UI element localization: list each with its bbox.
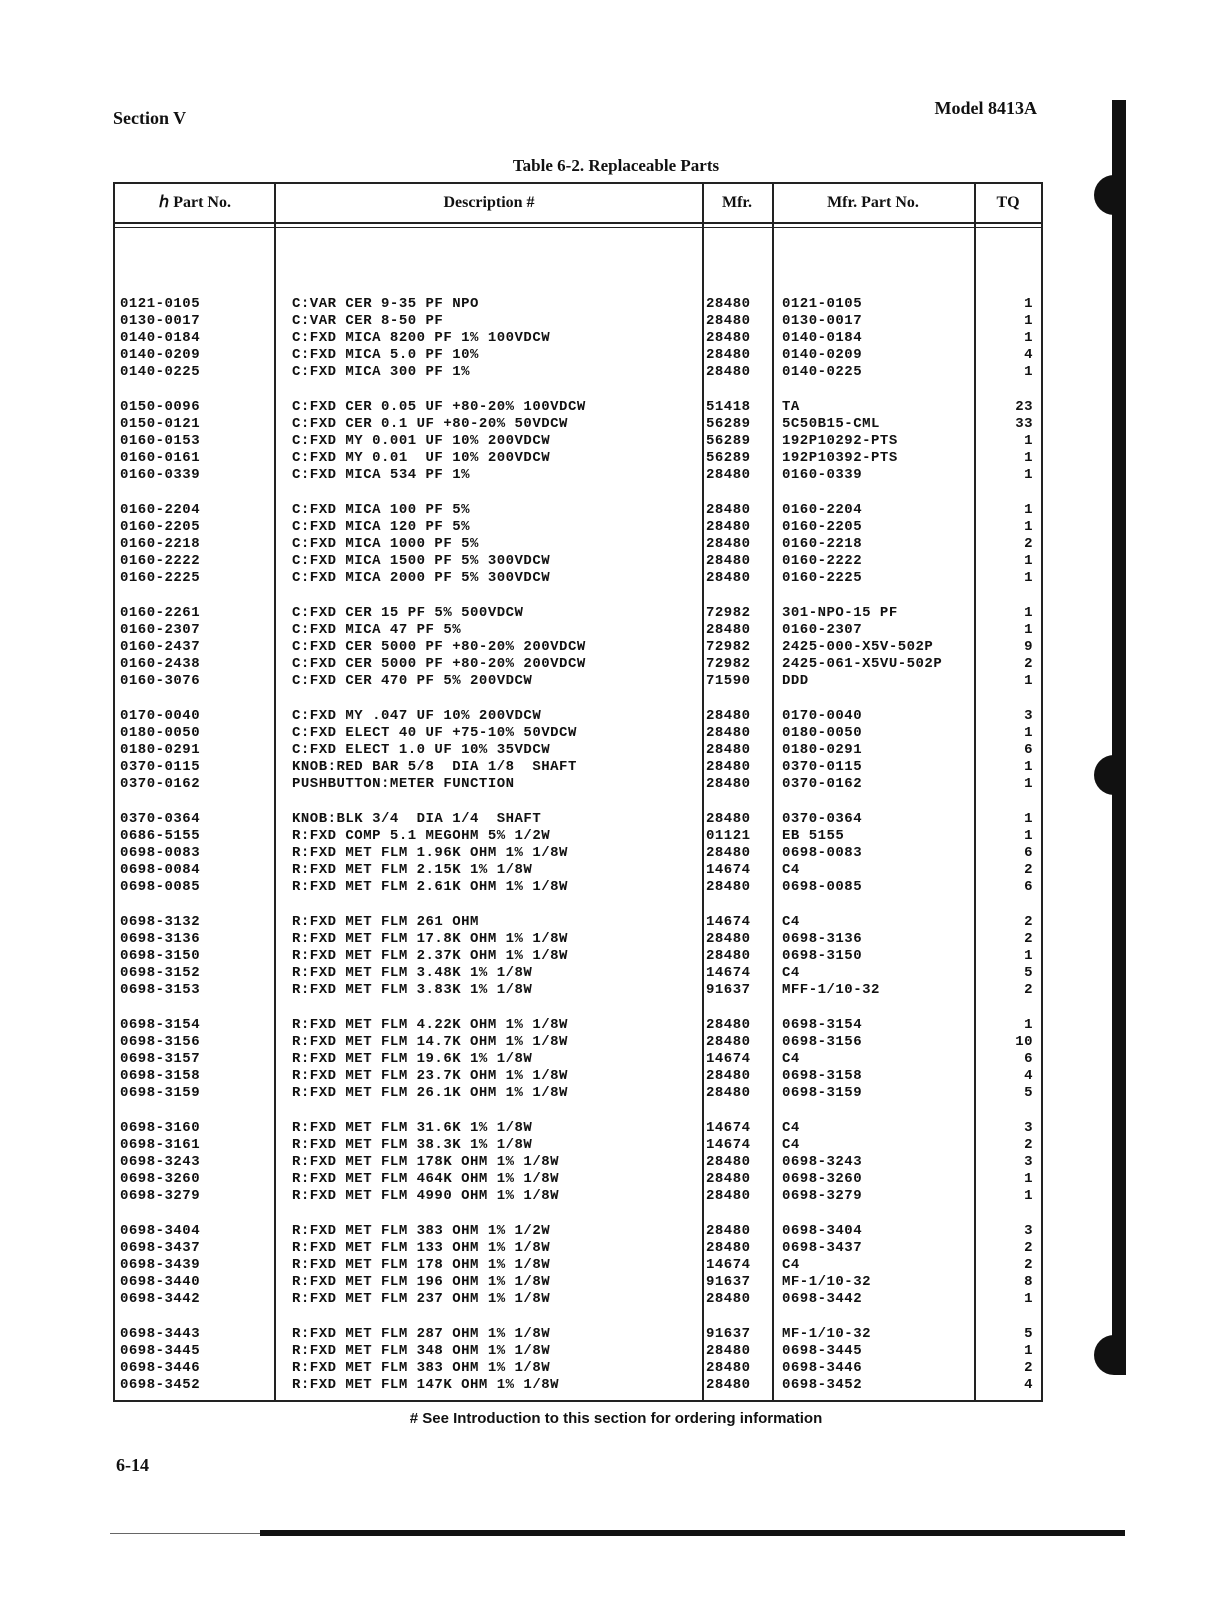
part-no-cell: 0698-3437: [120, 1240, 201, 1256]
tq-cell: 2: [1024, 536, 1033, 552]
mfr-part-no-cell: C4: [782, 914, 800, 930]
mfr-part-no-cell: 0698-3445: [782, 1343, 863, 1359]
description-cell: C:FXD MICA 300 PF 1%: [292, 364, 471, 380]
mfr-part-no-cell: C4: [782, 1137, 800, 1153]
part-no-cell: 0698-3404: [120, 1223, 201, 1239]
table-caption: Table 6-2. Replaceable Parts: [512, 156, 720, 175]
mfr-cell: 91637: [706, 982, 751, 998]
tq-cell: 4: [1024, 347, 1033, 363]
description-cell: R:FXD MET FLM 2.15K 1% 1/8W: [292, 862, 533, 878]
description-cell: C:FXD CER 5000 PF +80-20% 200VDCW: [292, 639, 586, 655]
binding-edge: [1112, 100, 1126, 1350]
mfr-cell: 28480: [706, 1034, 751, 1050]
punch-hole: [1094, 1335, 1126, 1375]
tq-cell: 5: [1024, 965, 1033, 981]
mfr-cell: 71590: [706, 673, 751, 689]
description-cell: C:FXD MICA 8200 PF 1% 100VDCW: [292, 330, 551, 346]
page-number: 6-14: [116, 1455, 149, 1475]
description-cell: R:FXD MET FLM 3.48K 1% 1/8W: [292, 965, 533, 981]
tq-cell: 5: [1024, 1085, 1033, 1101]
mfr-cell: 28480: [706, 742, 751, 758]
description-cell: R:FXD MET FLM 31.6K 1% 1/8W: [292, 1120, 533, 1136]
description-cell: R:FXD MET FLM 147K OHM 1% 1/8W: [292, 1377, 560, 1393]
mfr-part-no-cell: 0160-2204: [782, 502, 863, 518]
description-cell: C:FXD MICA 5.0 PF 10%: [292, 347, 479, 363]
part-no-cell: 0160-0339: [120, 467, 201, 483]
mfr-cell: 14674: [706, 1051, 751, 1067]
mfr-cell: 28480: [706, 725, 751, 741]
description-cell: C:FXD CER 0.1 UF +80-20% 50VDCW: [292, 416, 568, 432]
col-divider-2: [702, 182, 704, 1402]
mfr-cell: 14674: [706, 1137, 751, 1153]
col-header-mfr: Mfr.: [721, 194, 753, 211]
mfr-part-no-cell: 0370-0364: [782, 811, 863, 827]
mfr-cell: 28480: [706, 1377, 751, 1393]
part-no-cell: 0686-5155: [120, 828, 201, 844]
tq-cell: 2: [1024, 1137, 1033, 1153]
part-no-cell: 0140-0225: [120, 364, 201, 380]
mfr-part-no-cell: 0698-3159: [782, 1085, 863, 1101]
description-cell: C:FXD CER 5000 PF +80-20% 200VDCW: [292, 656, 586, 672]
mfr-cell: 28480: [706, 1154, 751, 1170]
mfr-part-no-cell: 301-NPO-15 PF: [782, 605, 898, 621]
mfr-part-no-cell: 0160-2222: [782, 553, 863, 569]
description-cell: C:FXD MICA 47 PF 5%: [292, 622, 462, 638]
tq-cell: 1: [1024, 553, 1033, 569]
mfr-part-no-cell: 5C50B15-CML: [782, 416, 880, 432]
part-no-cell: 0698-3132: [120, 914, 201, 930]
mfr-cell: 28480: [706, 1188, 751, 1204]
tq-cell: 1: [1024, 433, 1033, 449]
part-no-cell: 0140-0209: [120, 347, 201, 363]
mfr-cell: 28480: [706, 502, 751, 518]
tq-cell: 4: [1024, 1377, 1033, 1393]
tq-cell: 1: [1024, 776, 1033, 792]
tq-cell: 10: [1015, 1034, 1033, 1050]
description-cell: C:FXD MICA 100 PF 5%: [292, 502, 471, 518]
description-cell: R:FXD MET FLM 287 OHM 1% 1/8W: [292, 1326, 551, 1342]
part-no-cell: 0698-3442: [120, 1291, 201, 1307]
mfr-cell: 14674: [706, 862, 751, 878]
part-no-cell: 0140-0184: [120, 330, 201, 346]
part-no-cell: 0698-3452: [120, 1377, 201, 1393]
col-header-part-no: ℎ Part No.: [159, 194, 231, 211]
mfr-cell: 28480: [706, 776, 751, 792]
tq-cell: 1: [1024, 1017, 1033, 1033]
tq-cell: 2: [1024, 931, 1033, 947]
part-no-cell: 0698-3159: [120, 1085, 201, 1101]
tq-cell: 2: [1024, 1257, 1033, 1273]
description-cell: R:FXD MET FLM 3.83K 1% 1/8W: [292, 982, 533, 998]
mfr-part-no-cell: C4: [782, 965, 800, 981]
tq-cell: 1: [1024, 364, 1033, 380]
part-no-cell: 0160-2437: [120, 639, 201, 655]
mfr-cell: 28480: [706, 708, 751, 724]
mfr-cell: 28480: [706, 1223, 751, 1239]
footnote: # See Introduction to this section for ordering information: [409, 1410, 823, 1427]
description-cell: R:FXD MET FLM 38.3K 1% 1/8W: [292, 1137, 533, 1153]
description-cell: R:FXD MET FLM 2.37K OHM 1% 1/8W: [292, 948, 568, 964]
part-no-cell: 0698-3243: [120, 1154, 201, 1170]
mfr-part-no-cell: 2425-000-X5V-502P: [782, 639, 934, 655]
tq-cell: 1: [1024, 673, 1033, 689]
mfr-cell: 28480: [706, 622, 751, 638]
mfr-part-no-cell: 0370-0115: [782, 759, 863, 775]
part-no-cell: 0698-3154: [120, 1017, 201, 1033]
mfr-part-no-cell: 0698-3260: [782, 1171, 863, 1187]
tq-cell: 2: [1024, 1360, 1033, 1376]
mfr-cell: 28480: [706, 519, 751, 535]
col-header-description: Description #: [443, 194, 535, 211]
tq-cell: 23: [1015, 399, 1033, 415]
tq-cell: 6: [1024, 742, 1033, 758]
mfr-cell: 72982: [706, 639, 751, 655]
tq-cell: 1: [1024, 519, 1033, 535]
part-no-cell: 0698-0083: [120, 845, 201, 861]
mfr-part-no-cell: 0698-3156: [782, 1034, 863, 1050]
mfr-cell: 28480: [706, 879, 751, 895]
mfr-cell: 28480: [706, 1017, 751, 1033]
mfr-cell: 28480: [706, 1343, 751, 1359]
description-cell: R:FXD MET FLM 348 OHM 1% 1/8W: [292, 1343, 551, 1359]
description-cell: R:FXD MET FLM 196 OHM 1% 1/8W: [292, 1274, 551, 1290]
mfr-part-no-cell: 0698-3136: [782, 931, 863, 947]
mfr-cell: 28480: [706, 1085, 751, 1101]
part-no-cell: 0170-0040: [120, 708, 201, 724]
description-cell: C:FXD ELECT 1.0 UF 10% 35VDCW: [292, 742, 551, 758]
tq-cell: 2: [1024, 1240, 1033, 1256]
mfr-part-no-cell: MFF-1/10-32: [782, 982, 880, 998]
part-no-cell: 0160-3076: [120, 673, 201, 689]
tq-cell: 33: [1015, 416, 1033, 432]
section-label: Section V: [113, 108, 187, 128]
description-cell: KNOB:BLK 3/4 DIA 1/4 SHAFT: [292, 811, 542, 827]
part-no-cell: 0160-2225: [120, 570, 201, 586]
mfr-part-no-cell: EB 5155: [782, 828, 845, 844]
mfr-part-no-cell: 0140-0209: [782, 347, 863, 363]
mfr-cell: 28480: [706, 313, 751, 329]
part-no-cell: 0698-3152: [120, 965, 201, 981]
mfr-part-no-cell: TA: [782, 399, 800, 415]
part-no-cell: 0160-2438: [120, 656, 201, 672]
mfr-part-no-cell: 2425-061-X5VU-502P: [782, 656, 943, 672]
tq-cell: 1: [1024, 1188, 1033, 1204]
description-cell: C:FXD MICA 2000 PF 5% 300VDCW: [292, 570, 551, 586]
part-no-cell: 0698-3443: [120, 1326, 201, 1342]
part-no-cell: 0160-2261: [120, 605, 201, 621]
mfr-cell: 28480: [706, 845, 751, 861]
tq-cell: 1: [1024, 1343, 1033, 1359]
part-no-cell: 0160-0153: [120, 433, 201, 449]
part-no-cell: 0698-3445: [120, 1343, 201, 1359]
mfr-part-no-cell: 0160-0339: [782, 467, 863, 483]
description-cell: R:FXD MET FLM 17.8K OHM 1% 1/8W: [292, 931, 568, 947]
tq-cell: 1: [1024, 450, 1033, 466]
description-cell: R:FXD MET FLM 26.1K OHM 1% 1/8W: [292, 1085, 568, 1101]
description-cell: R:FXD MET FLM 383 OHM 1% 1/2W: [292, 1223, 551, 1239]
mfr-part-no-cell: 0121-0105: [782, 296, 863, 312]
mfr-cell: 14674: [706, 1257, 751, 1273]
tq-cell: 6: [1024, 845, 1033, 861]
tq-cell: 1: [1024, 811, 1033, 827]
tq-cell: 1: [1024, 1171, 1033, 1187]
mfr-part-no-cell: 0370-0162: [782, 776, 863, 792]
description-cell: R:FXD COMP 5.1 MEGOHM 5% 1/2W: [292, 828, 551, 844]
description-cell: C:VAR CER 9-35 PF NPO: [292, 296, 479, 312]
tq-cell: 1: [1024, 502, 1033, 518]
description-cell: C:FXD CER 15 PF 5% 500VDCW: [292, 605, 524, 621]
mfr-part-no-cell: C4: [782, 1120, 800, 1136]
description-cell: C:FXD MY 0.01 UF 10% 200VDCW: [292, 450, 551, 466]
col-header-mfr-part-no: Mfr. Part No.: [827, 194, 919, 211]
mfr-part-no-cell: 0698-3154: [782, 1017, 863, 1033]
description-cell: R:FXD MET FLM 23.7K OHM 1% 1/8W: [292, 1068, 568, 1084]
tq-cell: 1: [1024, 330, 1033, 346]
tq-cell: 1: [1024, 759, 1033, 775]
mfr-part-no-cell: 0180-0050: [782, 725, 863, 741]
mfr-cell: 28480: [706, 570, 751, 586]
mfr-part-no-cell: C4: [782, 1257, 800, 1273]
bottom-rule: [260, 1530, 1125, 1536]
mfr-part-no-cell: 0698-3452: [782, 1377, 863, 1393]
part-no-cell: 0698-3136: [120, 931, 201, 947]
mfr-part-no-cell: MF-1/10-32: [782, 1326, 872, 1342]
mfr-part-no-cell: 0180-0291: [782, 742, 863, 758]
mfr-cell: 28480: [706, 1360, 751, 1376]
description-cell: C:FXD MICA 534 PF 1%: [292, 467, 471, 483]
mfr-cell: 56289: [706, 450, 751, 466]
mfr-cell: 28480: [706, 1291, 751, 1307]
mfr-cell: 28480: [706, 364, 751, 380]
mfr-cell: 28480: [706, 330, 751, 346]
tq-cell: 6: [1024, 879, 1033, 895]
mfr-part-no-cell: 0698-3150: [782, 948, 863, 964]
mfr-part-no-cell: 0170-0040: [782, 708, 863, 724]
mfr-part-no-cell: C4: [782, 862, 800, 878]
description-cell: C:FXD MY 0.001 UF 10% 200VDCW: [292, 433, 551, 449]
mfr-cell: 56289: [706, 433, 751, 449]
mfr-cell: 28480: [706, 296, 751, 312]
part-no-cell: 0698-3150: [120, 948, 201, 964]
description-cell: R:FXD MET FLM 2.61K OHM 1% 1/8W: [292, 879, 568, 895]
mfr-cell: 28480: [706, 1068, 751, 1084]
description-cell: C:FXD ELECT 40 UF +75-10% 50VDCW: [292, 725, 577, 741]
mfr-cell: 14674: [706, 914, 751, 930]
header-rule: [113, 222, 1043, 224]
mfr-part-no-cell: 0140-0184: [782, 330, 863, 346]
mfr-cell: 28480: [706, 948, 751, 964]
tq-cell: 3: [1024, 1223, 1033, 1239]
part-no-cell: 0160-2307: [120, 622, 201, 638]
tq-cell: 9: [1024, 639, 1033, 655]
tq-cell: 1: [1024, 570, 1033, 586]
part-no-cell: 0698-3446: [120, 1360, 201, 1376]
part-no-cell: 0150-0096: [120, 399, 201, 415]
tq-cell: 1: [1024, 313, 1033, 329]
mfr-part-no-cell: 0140-0225: [782, 364, 863, 380]
description-cell: R:FXD MET FLM 1.96K OHM 1% 1/8W: [292, 845, 568, 861]
punch-hole: [1094, 755, 1126, 795]
part-no-cell: 0121-0105: [120, 296, 201, 312]
mfr-part-no-cell: 0698-0083: [782, 845, 863, 861]
mfr-cell: 56289: [706, 416, 751, 432]
punch-hole: [1094, 175, 1126, 215]
part-no-cell: 0698-3156: [120, 1034, 201, 1050]
part-no-cell: 0698-3260: [120, 1171, 201, 1187]
tq-cell: 2: [1024, 982, 1033, 998]
tq-cell: 1: [1024, 605, 1033, 621]
description-cell: R:FXD MET FLM 178K OHM 1% 1/8W: [292, 1154, 560, 1170]
col-divider-3: [772, 182, 774, 1402]
part-no-cell: 0698-3158: [120, 1068, 201, 1084]
description-cell: R:FXD MET FLM 464K OHM 1% 1/8W: [292, 1171, 560, 1187]
col-divider-4: [974, 182, 976, 1402]
description-cell: R:FXD MET FLM 4990 OHM 1% 1/8W: [292, 1188, 560, 1204]
mfr-cell: 51418: [706, 399, 751, 415]
tq-cell: 8: [1024, 1274, 1033, 1290]
part-no-cell: 0698-3440: [120, 1274, 201, 1290]
mfr-part-no-cell: DDD: [782, 673, 809, 689]
mfr-part-no-cell: 0698-3442: [782, 1291, 863, 1307]
col-divider-1: [274, 182, 276, 1402]
tq-cell: 3: [1024, 708, 1033, 724]
description-cell: C:VAR CER 8-50 PF: [292, 313, 444, 329]
mfr-part-no-cell: 0698-3437: [782, 1240, 863, 1256]
part-no-cell: 0160-2204: [120, 502, 201, 518]
tq-cell: 1: [1024, 467, 1033, 483]
description-cell: KNOB:RED BAR 5/8 DIA 1/8 SHAFT: [292, 759, 577, 775]
tq-cell: 1: [1024, 828, 1033, 844]
part-no-cell: 0698-3160: [120, 1120, 201, 1136]
description-cell: R:FXD MET FLM 133 OHM 1% 1/8W: [292, 1240, 551, 1256]
part-no-cell: 0150-0121: [120, 416, 201, 432]
description-cell: R:FXD MET FLM 178 OHM 1% 1/8W: [292, 1257, 551, 1273]
tq-cell: 3: [1024, 1120, 1033, 1136]
part-no-cell: 0370-0115: [120, 759, 201, 775]
mfr-part-no-cell: 0698-3279: [782, 1188, 863, 1204]
description-cell: R:FXD MET FLM 14.7K OHM 1% 1/8W: [292, 1034, 568, 1050]
mfr-cell: 28480: [706, 1240, 751, 1256]
mfr-cell: 14674: [706, 1120, 751, 1136]
mfr-cell: 28480: [706, 1171, 751, 1187]
tq-cell: 1: [1024, 622, 1033, 638]
mfr-cell: 14674: [706, 965, 751, 981]
part-no-cell: 0698-3161: [120, 1137, 201, 1153]
mfr-cell: 01121: [706, 828, 751, 844]
part-no-cell: 0370-0364: [120, 811, 201, 827]
description-cell: R:FXD MET FLM 237 OHM 1% 1/8W: [292, 1291, 551, 1307]
mfr-part-no-cell: 192P10392-PTS: [782, 450, 898, 466]
part-no-cell: 0160-0161: [120, 450, 201, 466]
description-cell: C:FXD MICA 120 PF 5%: [292, 519, 471, 535]
part-no-cell: 0180-0050: [120, 725, 201, 741]
part-no-cell: 0180-0291: [120, 742, 201, 758]
mfr-cell: 28480: [706, 347, 751, 363]
mfr-part-no-cell: 0698-0085: [782, 879, 863, 895]
col-header-tq: TQ: [996, 194, 1020, 211]
tq-cell: 2: [1024, 656, 1033, 672]
mfr-part-no-cell: MF-1/10-32: [782, 1274, 872, 1290]
model-label: Model 8413A: [934, 98, 1037, 118]
part-no-cell: 0698-0084: [120, 862, 201, 878]
mfr-part-no-cell: 0160-2307: [782, 622, 863, 638]
tq-cell: 1: [1024, 725, 1033, 741]
mfr-cell: 28480: [706, 811, 751, 827]
part-no-cell: 0160-2205: [120, 519, 201, 535]
tq-cell: 1: [1024, 1291, 1033, 1307]
description-cell: R:FXD MET FLM 4.22K OHM 1% 1/8W: [292, 1017, 568, 1033]
tq-cell: 2: [1024, 862, 1033, 878]
mfr-part-no-cell: 0130-0017: [782, 313, 863, 329]
mfr-part-no-cell: 0160-2205: [782, 519, 863, 535]
mfr-part-no-cell: C4: [782, 1051, 800, 1067]
part-no-cell: 0160-2218: [120, 536, 201, 552]
tq-cell: 1: [1024, 296, 1033, 312]
mfr-part-no-cell: 0160-2218: [782, 536, 863, 552]
tq-cell: 1: [1024, 948, 1033, 964]
part-no-cell: 0698-3157: [120, 1051, 201, 1067]
part-no-cell: 0370-0162: [120, 776, 201, 792]
description-cell: PUSHBUTTON:METER FUNCTION: [292, 776, 515, 792]
mfr-cell: 28480: [706, 931, 751, 947]
mfr-part-no-cell: 0698-3158: [782, 1068, 863, 1084]
mfr-part-no-cell: 0698-3404: [782, 1223, 863, 1239]
part-no-cell: 0698-3153: [120, 982, 201, 998]
mfr-cell: 28480: [706, 553, 751, 569]
description-cell: C:FXD MICA 1500 PF 5% 300VDCW: [292, 553, 551, 569]
description-cell: C:FXD CER 0.05 UF +80-20% 100VDCW: [292, 399, 586, 415]
tq-cell: 4: [1024, 1068, 1033, 1084]
mfr-part-no-cell: 0698-3446: [782, 1360, 863, 1376]
mfr-part-no-cell: 192P10292-PTS: [782, 433, 898, 449]
part-no-cell: 0160-2222: [120, 553, 201, 569]
mfr-part-no-cell: 0698-3243: [782, 1154, 863, 1170]
tq-cell: 3: [1024, 1154, 1033, 1170]
part-no-cell: 0130-0017: [120, 313, 201, 329]
description-cell: C:FXD MICA 1000 PF 5%: [292, 536, 479, 552]
mfr-cell: 91637: [706, 1274, 751, 1290]
description-cell: C:FXD MY .047 UF 10% 200VDCW: [292, 708, 542, 724]
mfr-cell: 28480: [706, 759, 751, 775]
bottom-rule-thin: [110, 1533, 260, 1534]
mfr-part-no-cell: 0160-2225: [782, 570, 863, 586]
mfr-cell: 72982: [706, 656, 751, 672]
mfr-cell: 28480: [706, 536, 751, 552]
tq-cell: 2: [1024, 914, 1033, 930]
description-cell: R:FXD MET FLM 383 OHM 1% 1/8W: [292, 1360, 551, 1376]
tq-cell: 6: [1024, 1051, 1033, 1067]
part-no-cell: 0698-3279: [120, 1188, 201, 1204]
part-no-cell: 0698-0085: [120, 879, 201, 895]
mfr-cell: 72982: [706, 605, 751, 621]
description-cell: R:FXD MET FLM 261 OHM: [292, 914, 479, 930]
mfr-cell: 28480: [706, 467, 751, 483]
header-rule-inner: [113, 227, 1043, 228]
tq-cell: 5: [1024, 1326, 1033, 1342]
description-cell: R:FXD MET FLM 19.6K 1% 1/8W: [292, 1051, 533, 1067]
mfr-cell: 91637: [706, 1326, 751, 1342]
description-cell: C:FXD CER 470 PF 5% 200VDCW: [292, 673, 533, 689]
part-no-cell: 0698-3439: [120, 1257, 201, 1273]
